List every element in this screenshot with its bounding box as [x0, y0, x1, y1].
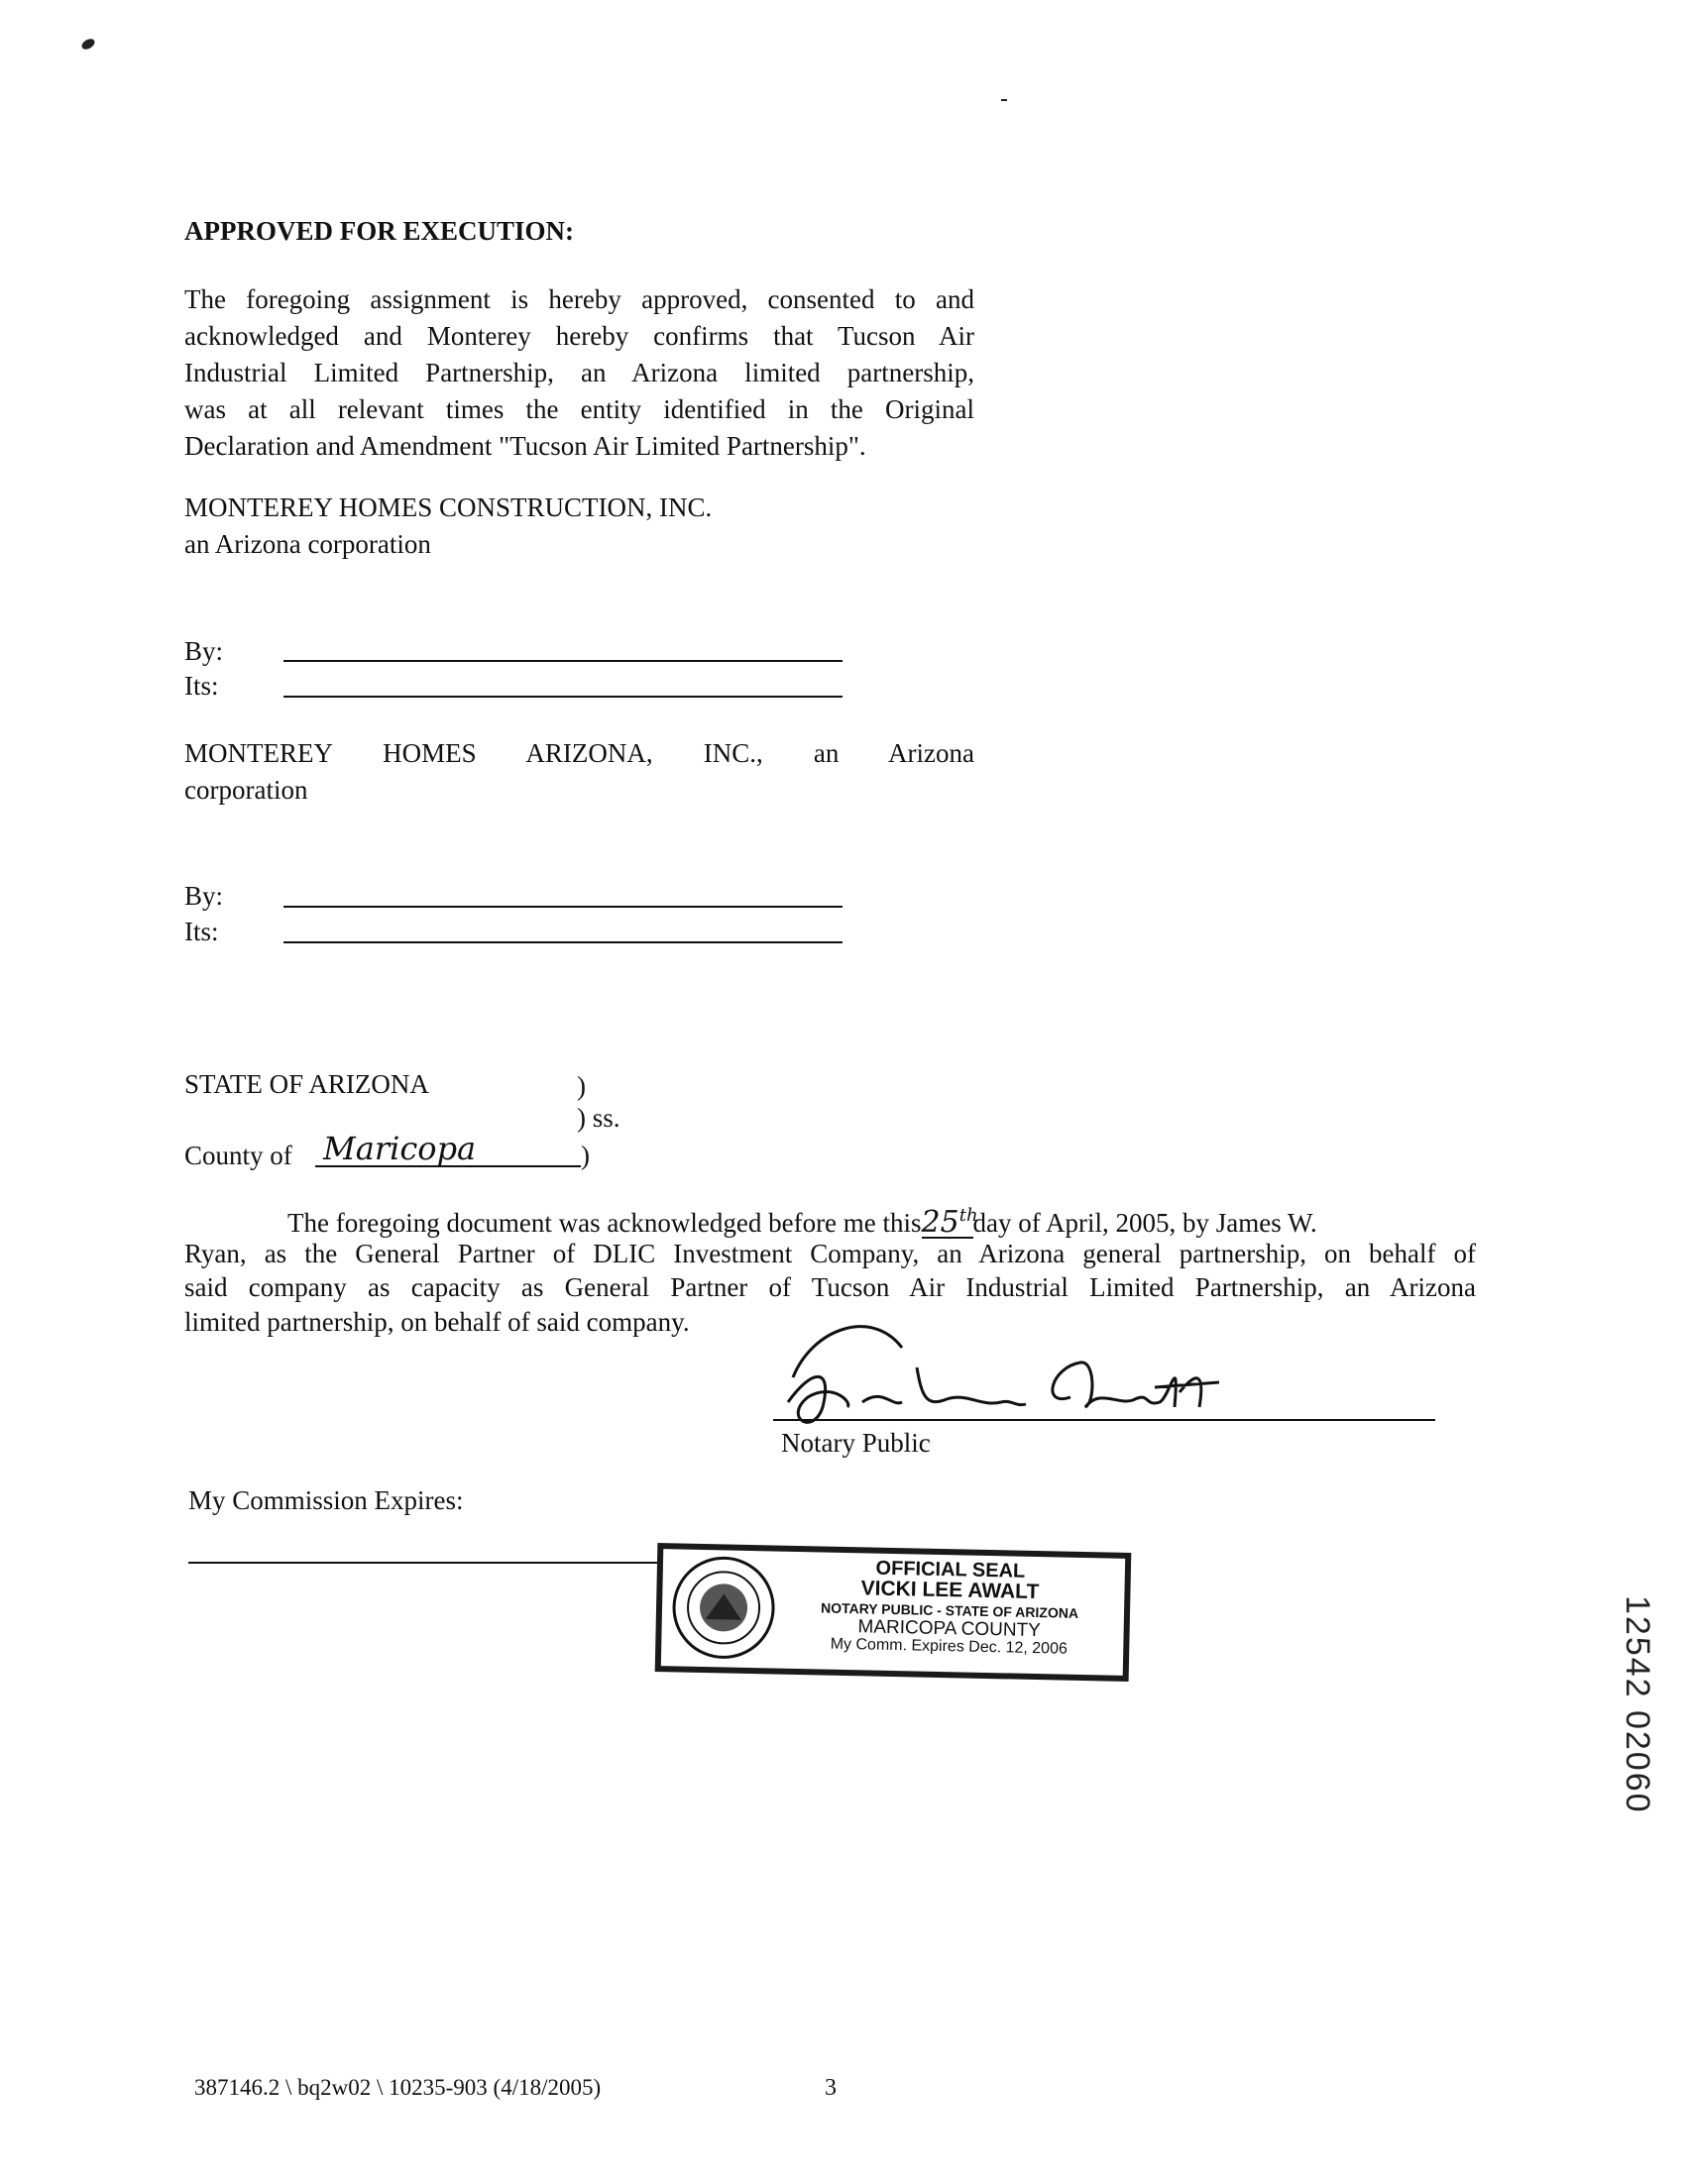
- commission-line: [188, 1562, 664, 1564]
- paragraph-line: Industrial Limited Partnership, an Arizona limited partnership,: [184, 358, 974, 387]
- signatory2-type: corporation: [184, 775, 308, 805]
- acknowledgment-line: Ryan, as the General Partner of DLIC Investment Company, an Arizona general partnership, on behalf of: [184, 1239, 1476, 1268]
- acknowledgment-line: said company as capacity as General Partner of Tucson Air Industrial Limited Partnership, an Arizona: [184, 1272, 1476, 1302]
- signatory1-type: an Arizona corporation: [184, 529, 431, 559]
- day-handwritten: [921, 1202, 978, 1240]
- venue-ss: ) ss.: [577, 1103, 620, 1133]
- paragraph-line: Declaration and Amendment "Tucson Air Limited Partnership".: [184, 431, 866, 461]
- signatory1-its-label: Its:: [184, 671, 219, 701]
- scan-speck: [80, 37, 97, 52]
- recording-number: 12542 02060: [1619, 1595, 1656, 1814]
- county-line: [315, 1165, 581, 1167]
- footer-doc-id: 387146.2 \ bq2w02 \ 10235-903 (4/18/2005): [194, 2075, 602, 2100]
- day-suffix: th: [958, 1205, 978, 1226]
- venue-paren: ): [577, 1071, 586, 1101]
- seal-expiry: My Comm. Expires Dec. 12, 2006: [830, 1635, 1068, 1658]
- signatory1-name: MONTEREY HOMES CONSTRUCTION, INC.: [184, 492, 713, 522]
- paragraph-line: acknowledged and Monterey hereby confirms that Tucson Air: [184, 321, 974, 351]
- official-seal: [655, 1543, 1132, 1682]
- signatory1-by-label: By:: [184, 636, 224, 666]
- acknowledgment-line: limited partnership, on behalf of said company.: [184, 1307, 690, 1337]
- section-heading: APPROVED FOR EXECUTION:: [184, 216, 575, 246]
- seal-county: MARICOPA COUNTY: [857, 1616, 1042, 1642]
- commission-label: My Commission Expires:: [188, 1485, 464, 1515]
- seal-notary-state: NOTARY PUBLIC - STATE OF ARIZONA: [820, 1599, 1079, 1621]
- scan-speck: [1001, 99, 1007, 101]
- paragraph-line: was at all relevant times the entity identified in the Original: [184, 394, 974, 424]
- seal-name: VICKI LEE AWALT: [860, 1577, 1040, 1604]
- notary-signature-line: [773, 1419, 1435, 1421]
- footer-page-number: 3: [825, 2075, 837, 2101]
- notary-title: Notary Public: [781, 1428, 931, 1458]
- county-label: County of: [184, 1141, 292, 1170]
- paragraph-line: The foregoing assignment is hereby approved, consented to and: [184, 284, 974, 314]
- notary-signature: [793, 1377, 794, 1378]
- signatory2-its-label: Its:: [184, 917, 219, 946]
- county-handwritten-value: Maricopa: [323, 1130, 477, 1167]
- arizona-state-seal-icon: [669, 1553, 778, 1662]
- acknowledgment-text: The foregoing document was acknowledged before me this: [287, 1208, 922, 1238]
- seal-title: OFFICIAL SEAL: [875, 1557, 1026, 1583]
- signatory2-by-label: By:: [184, 881, 224, 911]
- acknowledgment-text: day of April, 2005, by James W.: [972, 1208, 1317, 1238]
- signatory1-by-line: [283, 660, 843, 662]
- signatory2-its-line: [283, 941, 843, 943]
- signatory2-by-line: [283, 906, 843, 908]
- approval-paragraph: [184, 281, 974, 465]
- venue-state: STATE OF ARIZONA: [184, 1069, 429, 1099]
- day-value: 25: [921, 1205, 959, 1240]
- venue-paren: ): [581, 1141, 590, 1170]
- signatory1-its-line: [283, 696, 843, 698]
- notary-signature-image: [753, 1308, 1269, 1437]
- signatory2-name: MONTEREY HOMES ARIZONA, INC., an Arizona: [184, 738, 974, 768]
